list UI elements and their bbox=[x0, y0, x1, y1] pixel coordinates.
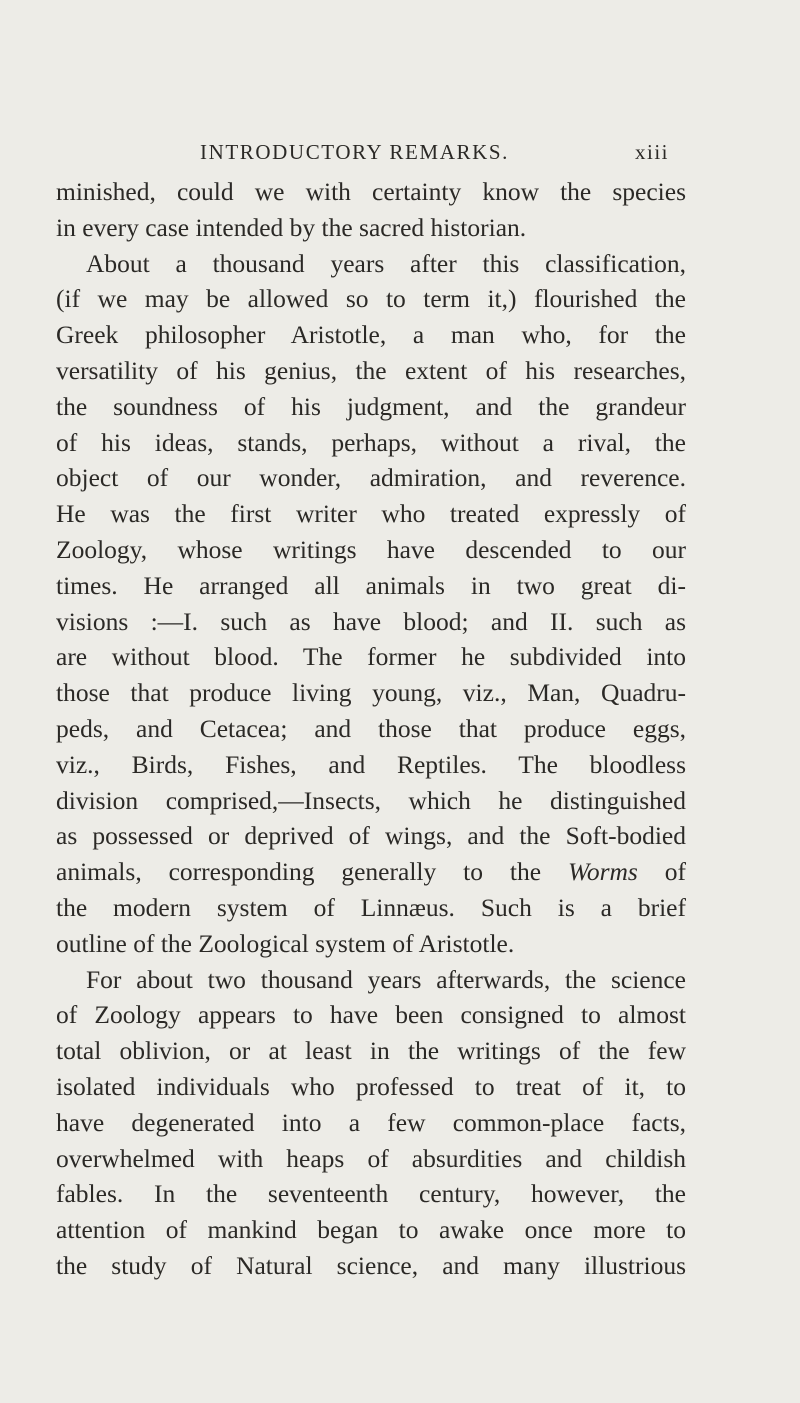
text-line-with-italic bbox=[56, 854, 686, 890]
text-line: He was the first writer who treated expressly of bbox=[56, 499, 686, 529]
text-line: in every case intended by the sacred historian. bbox=[56, 212, 527, 242]
text-line: isolated individuals who professed to treat of it, to bbox=[56, 1071, 686, 1101]
running-head: INTRODUCTORY REMARKS. bbox=[200, 140, 509, 164]
page-number: xiii bbox=[635, 140, 670, 164]
text-line: the study of Natural science, and many illustrious bbox=[56, 1250, 686, 1280]
text-line: peds, and Cetacea; and those that produce eggs, bbox=[56, 713, 686, 743]
text-line: times. He arranged all animals in two great di- bbox=[56, 570, 686, 600]
text-line: the modern system of Linnæus. Such is a brief bbox=[56, 892, 686, 922]
text-line: attention of mankind began to awake once more to bbox=[56, 1215, 686, 1245]
text-line: versatility of his genius, the extent of his researches, bbox=[56, 355, 686, 385]
text-line: division comprised,—Insects, which he distinguished bbox=[56, 785, 686, 815]
text-line: Greek philosopher Aristotle, a man who, for the bbox=[56, 320, 686, 350]
text-line: For about two thousand years afterwards, the science bbox=[86, 964, 686, 994]
text-line: Zoology, whose writings have descended to our bbox=[56, 534, 686, 564]
text-line: visions :—I. such as have blood; and II. such as bbox=[56, 606, 686, 636]
text-line: as possessed or deprived of wings, and the Soft-bodied bbox=[56, 821, 686, 851]
text-line: the soundness of his judgment, and the grandeur bbox=[56, 391, 686, 421]
text-segment: of bbox=[664, 857, 687, 887]
text-line: object of our wonder, admiration, and reverence. bbox=[56, 463, 686, 493]
text-line: fables. In the seventeenth century, however, the bbox=[56, 1179, 686, 1209]
text-line: About a thousand years after this classification, bbox=[86, 248, 686, 278]
text-line: minished, could we with certainty know the species bbox=[56, 177, 686, 206]
text-segment: animals, corresponding generally to the bbox=[56, 857, 542, 887]
text-line: (if we may be allowed so to term it,) flourished the bbox=[56, 284, 686, 314]
body-text bbox=[56, 174, 686, 1284]
text-line: those that produce living young, viz., Man, Quadru- bbox=[56, 678, 686, 708]
text-line: of Zoology appears to have been consigned to almost bbox=[56, 1000, 686, 1030]
text-line: of his ideas, stands, perhaps, without a rival, the bbox=[56, 427, 686, 457]
text-line: have degenerated into a few common-place facts, bbox=[56, 1107, 686, 1137]
italic-term: Worms bbox=[567, 857, 638, 887]
text-line: are without blood. The former he subdivided into bbox=[56, 642, 686, 672]
text-line: outline of the Zoological system of Aristotle. bbox=[56, 928, 515, 958]
text-line: viz., Birds, Fishes, and Reptiles. The bloodless bbox=[56, 749, 686, 779]
text-line: overwhelmed with heaps of absurdities and childish bbox=[56, 1143, 686, 1173]
text-line: total oblivion, or at least in the writings of the few bbox=[56, 1036, 686, 1066]
